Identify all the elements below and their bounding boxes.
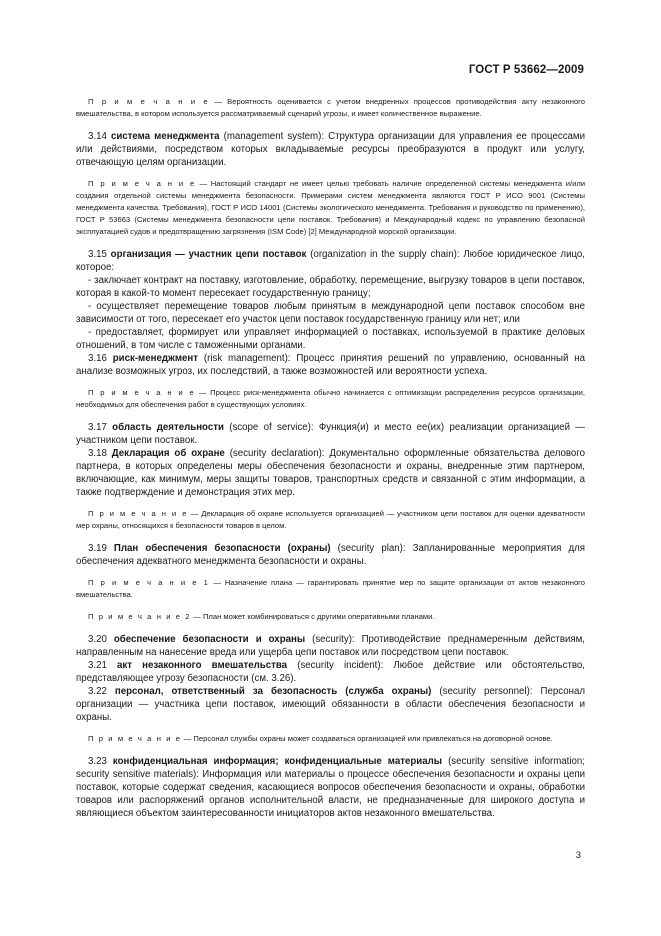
note-paragraph: П р и м е ч а н и е 2 — План может комбинироваться с другими оперативными планами. xyxy=(88,612,435,621)
document-body xyxy=(76,96,585,820)
note-paragraph: П р и м е ч а н и е — Процесс риск-менеджмента обычно начинается с оптимизации распределения ресурсов организации, необходимых для обеспечения работ в существующих условиях. xyxy=(76,388,585,409)
term-title: Декларация об охране xyxy=(111,448,225,459)
note-paragraph: П р и м е ч а н и е 1 — Назначение плана — гарантировать принятие мер по защите организации от актов незаконного вмешательства. xyxy=(76,578,585,599)
term-title: риск-менеджмент xyxy=(112,353,199,364)
term-title: План обеспечения безопасности (охраны) xyxy=(113,543,331,554)
term-title: конфиденциальная информация; конфиденциальные материалы xyxy=(112,756,443,767)
term-3-20: 3.20 обеспечение безопасности и охраны (security): Противодействие преднамеренным действиям, направленным на нанесение вреда или ущерба цепи поставок или посредством цепи поставок. xyxy=(76,634,585,658)
term-3-21: 3.21 акт незаконного вмешательства (security incident): Любое действие или обстоятельство, представляющее угрозу безопасности (см. 3.26). xyxy=(76,660,585,684)
note-paragraph: П р и м е ч а н и е — Персонал службы охраны может создаваться организацией или привлекаться на договорной основе. xyxy=(88,734,553,743)
term-title: обеспечение безопасности и охраны xyxy=(113,634,306,645)
list-item: - заключает контракт на поставку, изготовление, обработку, перемещение, выгрузку товаров в цепи поставок, которая в какой-то момент пересекает государственную границу; xyxy=(76,275,585,299)
note-paragraph: П р и м е ч а н и е — Настоящий стандарт не имеет целью требовать наличие определенной системы менеджмента и/или создания отдельной системы менеджмента безопасности. Примерами систем менеджмента являются ГОСТ Р ИСО 9001 (Системы менеджмента качества. Требования), ГОСТ Р ИСО 14001 (Системы экологического менеджмента. Требования и руководство по применению), ГОСТ Р 53663 (Системы менеджмента безопасности цепи поставок. Требования) и Международный кодекс по управлению безопасной эксплуатацией судов и предотвращению загрязнения (ISM Code) [2] Международной морской организации. xyxy=(76,179,585,236)
term-3-17: 3.17 область деятельности (scope of service): Функция(и) и место ее(их) реализации организацией — участником цепи поставок. xyxy=(76,422,585,446)
term-title: акт незаконного вмешательства xyxy=(117,660,288,671)
page-number: 3 xyxy=(575,850,581,861)
term-title: организация — участник цепи поставок xyxy=(110,249,307,260)
document-code: ГОСТ Р 53662—2009 xyxy=(468,64,584,76)
term-title: система менеджмента xyxy=(110,131,220,142)
term-title: персонал, ответственный за безопасность (служба охраны) xyxy=(114,686,432,697)
term-3-22: 3.22 персонал, ответственный за безопасность (служба охраны) (security personnel): Персонал организации — участника цепи поставок, имеющий обязанности в области обеспечения безопасности и охраны. xyxy=(76,686,585,723)
term-3-23: 3.23 конфиденциальная информация; конфиденциальные материалы (security sensitive information; security sensitive materials): Информация или материалы о процессе обеспечения безопасности и охраны цепи поставок, которые содержат сведения, касающиеся вопросов обеспечения безопасности и охраны, обработки товаров или распоряжений органов исполнительной власти, не предназначенные для широкого доступа и являющиеся объектом заинтересованности инициаторов актов незаконного вмешательства. xyxy=(76,756,585,819)
term-3-19: 3.19 План обеспечения безопасности (охраны) (security plan): Запланированные мероприятия для обеспечения адекватного менеджмента безопасности и охраны. xyxy=(76,543,585,567)
note-paragraph: П р и м е ч а н и е — Вероятность оценивается с учетом внедренных процессов противодействия акту незаконного вмешательства, в котором используется рассматриваемый сценарий угрозы, и имеет количественное выражение. xyxy=(76,97,585,118)
note-paragraph: П р и м е ч а н и е — Декларация об охране используется организацией — участником цепи поставок для оценки адекватности мер охраны, относящихся к безопасности товаров в целом. xyxy=(76,509,585,530)
term-3-16: 3.16 риск-менеджмент (risk management): Процесс принятия решений по управлению, основанный на анализе возможных угроз, их последствий, а также возможностей или вероятности успеха. xyxy=(76,353,585,377)
term-3-14: 3.14 система менеджмента (management system): Структура организации для управления ее процессами или действиями, посредством которых вкладываемые ресурсы преобразуются в продукт или услугу, отвечающую целям организации. xyxy=(76,131,585,168)
list-item: - предоставляет, формирует или управляет информацией о поставках, используемой в практике деловых отношений, в том числе с таможенными органами. xyxy=(76,327,585,351)
term-title: область деятельности xyxy=(112,422,224,433)
term-3-18: 3.18 Декларация об охране (security declaration): Документально оформленные обязательства делового партнера, в которых определены меры обеспечения безопасности и охраны, внедренные этим партнером, включающие, как минимум, меры защиты товаров, транспортных средств и связанной с этим информации, а также подтверждение и демонстрация этих мер. xyxy=(76,448,585,498)
term-3-15: 3.15 организация — участник цепи поставок (organization in the supply chain): Любое юридическое лицо, которое: xyxy=(76,249,585,273)
list-item: - осуществляет перемещение товаров любым принятым в международной цепи поставок способом вне зависимости от того, пересекает его участок цепи поставок государственную границу или нет; или xyxy=(76,301,585,325)
